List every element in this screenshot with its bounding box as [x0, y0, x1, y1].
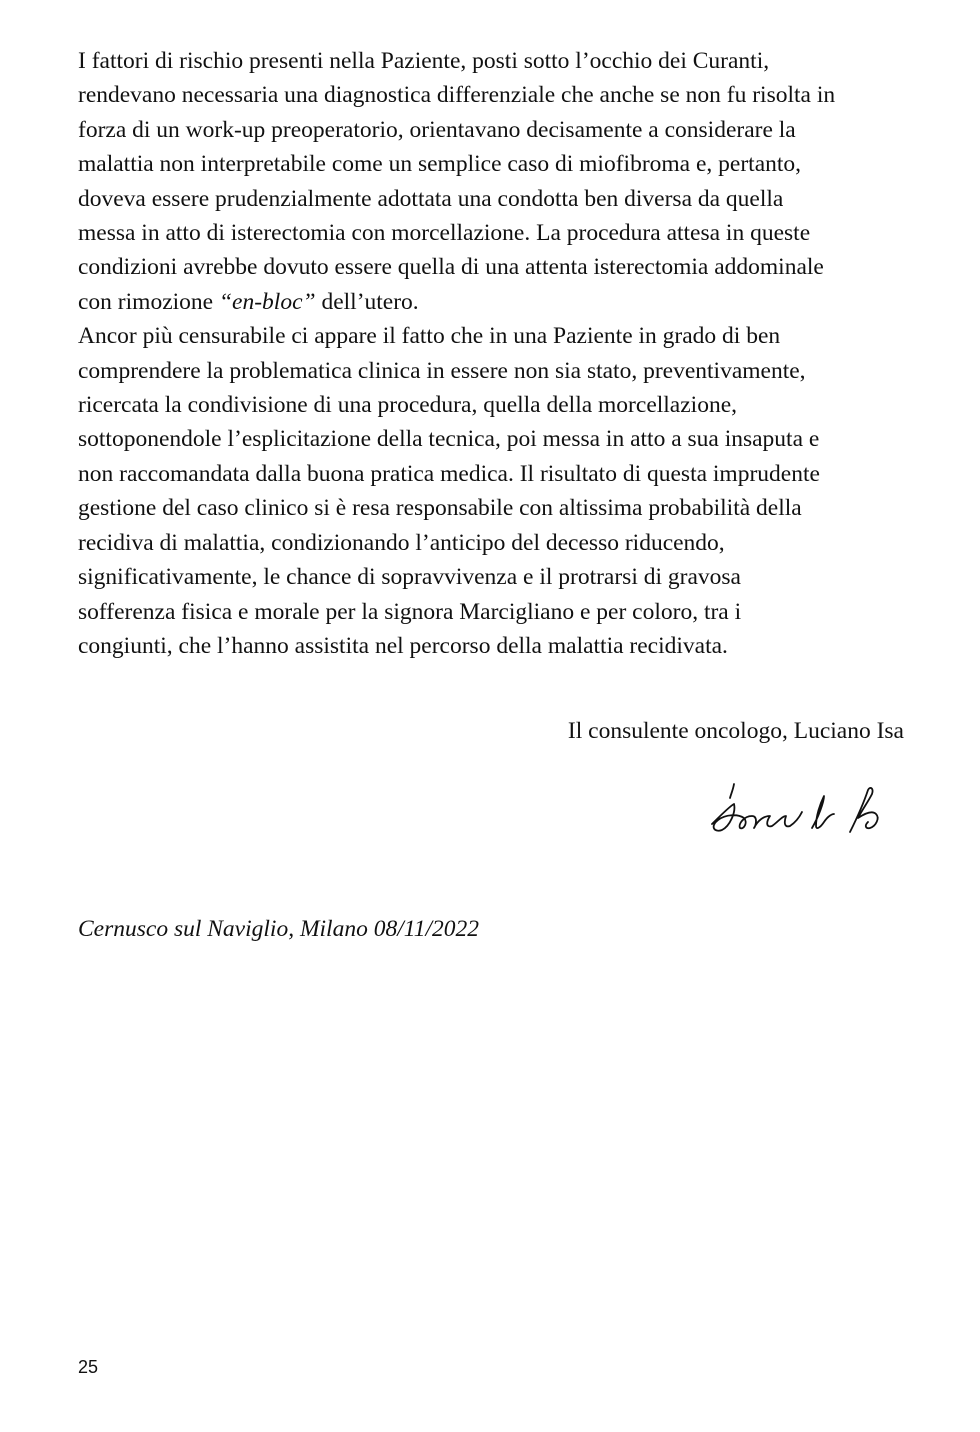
paragraph-line: gestione del caso clinico si è resa responsabile con altissima probabilità della [78, 495, 802, 522]
paragraph-2 [78, 319, 928, 663]
paragraph-line [78, 285, 928, 319]
paragraph-line: forza di un work-up preoperatorio, orientavano decisamente a considerare la [78, 116, 796, 143]
paragraph-line: malattia non interpretabile come un semplice caso di miofibroma e, pertanto, [78, 151, 802, 178]
line-text: dell’utero. [315, 288, 419, 315]
paragraph-line: doveva essere prudenzialmente adottata una condotta ben diversa da quella [78, 185, 784, 212]
paragraph-line: recidiva di malattia, condizionando l’anticipo del decesso riducendo, [78, 529, 725, 556]
paragraph-line: sottoponendole l’esplicitazione della tecnica, poi messa in atto a sua insaputa e [78, 426, 820, 453]
signoff: Il consulente oncologo, Luciano Isa [567, 718, 904, 744]
line-text: con rimozione [78, 288, 219, 315]
italic-term: “en-bloc” [218, 288, 316, 315]
paragraph-line: messa in atto di isterectomia con morcellazione. La procedura attesa in queste [78, 220, 811, 247]
paragraph-line: sofferenza fisica e morale per la signora Marcigliano e per coloro, tra i [78, 598, 742, 625]
paragraph-1 [78, 44, 928, 319]
paragraph-line: comprendere la problematica clinica in essere non sia stato, preventivamente, [78, 357, 806, 384]
paragraph-line: non raccomandata dalla buona pratica medica. Il risultato di questa imprudente [78, 460, 820, 487]
paragraph-line: condizioni avrebbe dovuto essere quella di una attenta isterectomia addominale [78, 254, 824, 281]
paragraph-line: rendevano necessaria una diagnostica differenziale che anche se non fu risolta in [78, 82, 836, 109]
paragraph-line: ricercata la condivisione di una procedura, quella della morcellazione, [78, 392, 737, 419]
paragraph-line: Ancor più censurabile ci appare il fatto che in una Paziente in grado di ben [78, 323, 781, 350]
paragraph-line: significativamente, le chance di sopravvivenza e il protrarsi di gravosa [78, 564, 741, 591]
paragraph-line: I fattori di rischio presenti nella Paziente, posti sotto l’occhio dei Curanti, [78, 48, 770, 74]
signature-icon [700, 770, 900, 846]
body-text [78, 44, 928, 663]
page-number: 25 [78, 1357, 99, 1377]
place-date: Cernusco sul Naviglio, Milano 08/11/2022 [78, 916, 480, 942]
paragraph-line: congiunti, che l’hanno assistita nel percorso della malattia recidivata. [78, 632, 728, 659]
